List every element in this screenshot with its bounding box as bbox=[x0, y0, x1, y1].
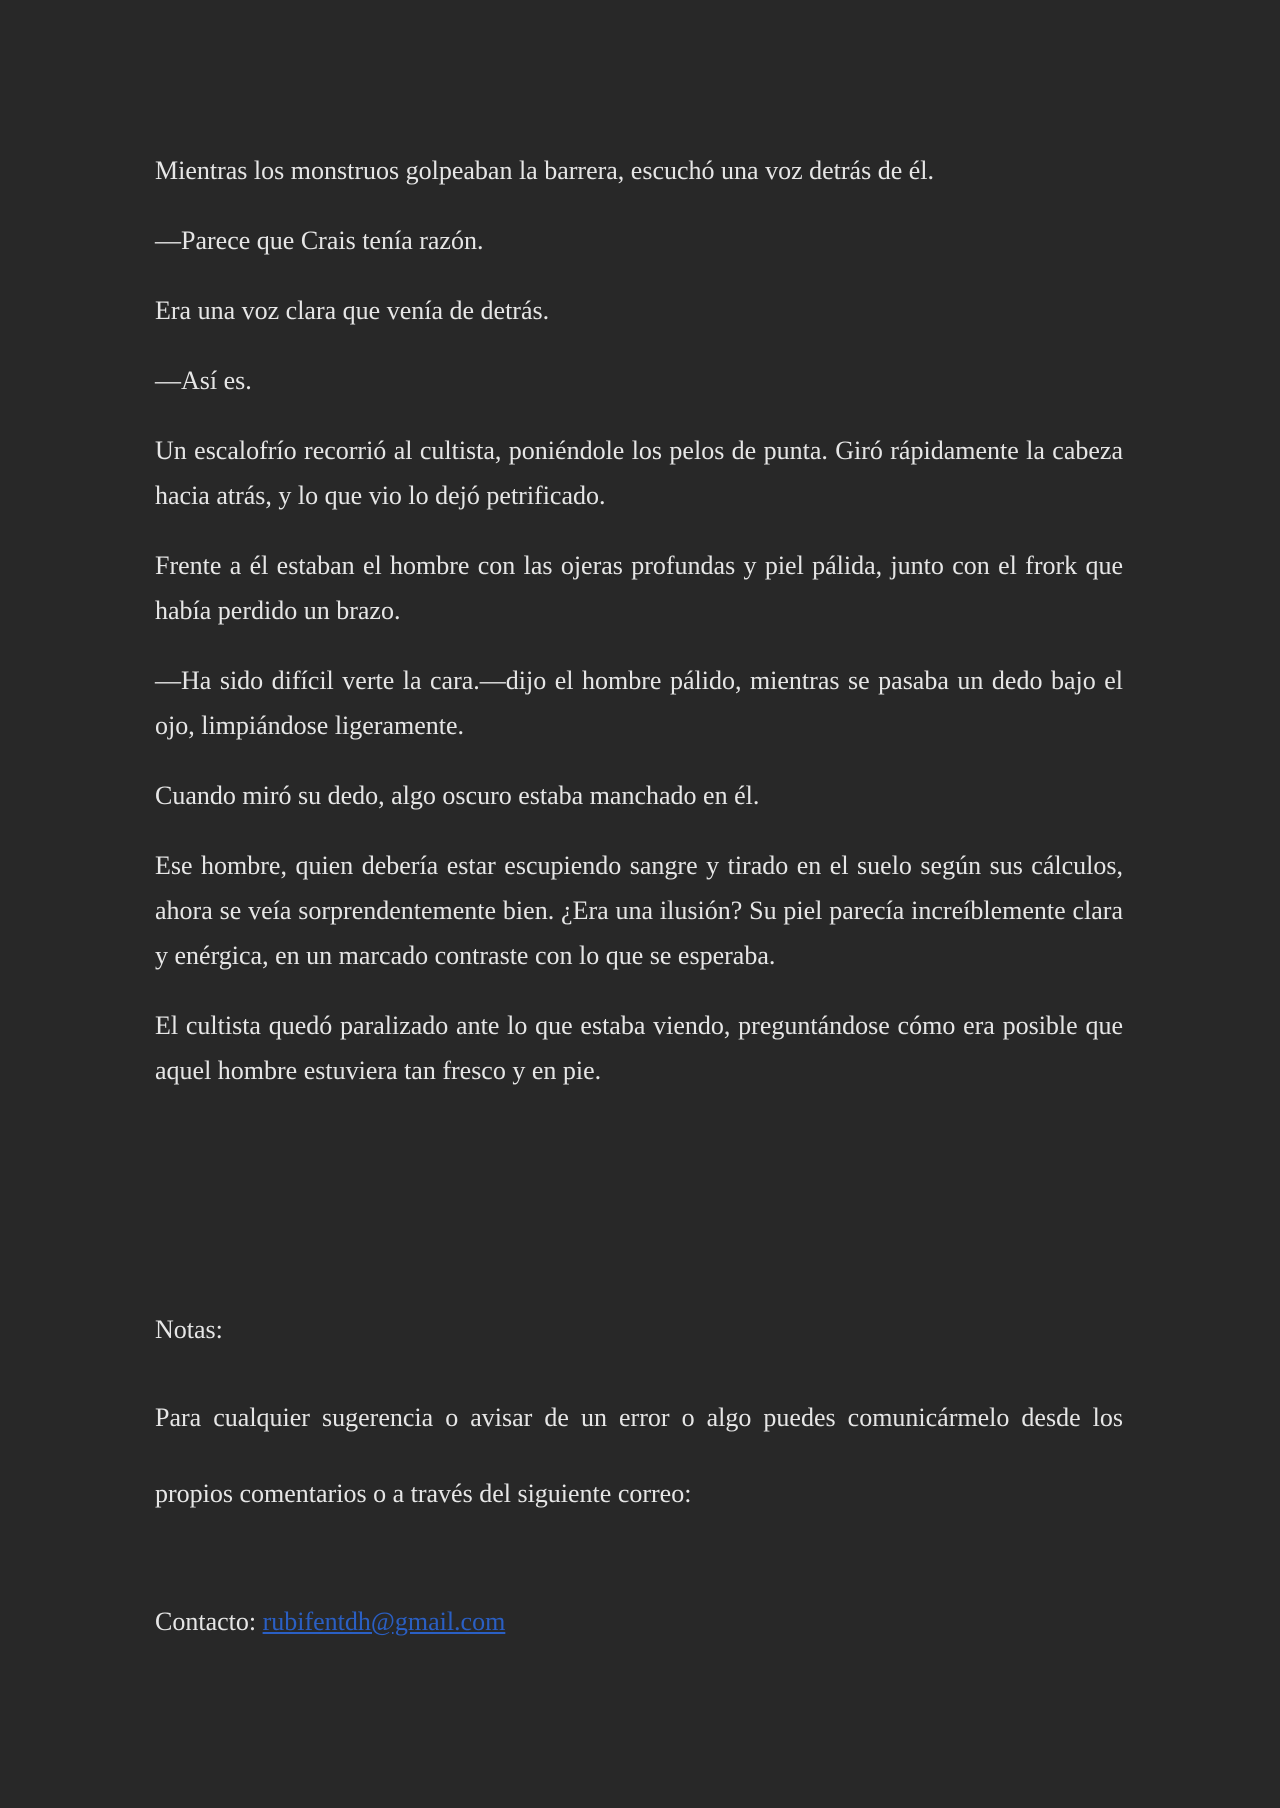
story-content bbox=[155, 148, 1123, 1118]
story-paragraph: Cuando miró su dedo, algo oscuro estaba manchado en él. bbox=[155, 781, 760, 810]
story-paragraph: —Parece que Crais tenía razón. bbox=[155, 226, 484, 255]
story-paragraph: Mientras los monstruos golpeaban la barrera, escuchó una voz detrás de él. bbox=[155, 156, 935, 185]
story-paragraph: —Ha sido difícil verte la cara.—dijo el hombre pálido, mientras se pasaba un dedo bajo el ojo, limpiándose ligeramente. bbox=[155, 666, 1123, 740]
contact-label: Contacto: bbox=[155, 1607, 263, 1636]
contact-line bbox=[155, 1602, 505, 1642]
story-paragraph: —Así es. bbox=[155, 366, 252, 395]
story-paragraph: El cultista quedó paralizado ante lo que estaba viendo, preguntándose cómo era posible que aquel hombre estuviera tan fresco y en pie. bbox=[155, 1011, 1123, 1085]
contact-email-link[interactable]: rubifentdh@gmail.com bbox=[262, 1607, 506, 1636]
notes-body: Para cualquier sugerencia o avisar de un error o algo puedes comunicármelo desde los propios comentarios o a través del siguiente correo: bbox=[155, 1403, 1123, 1508]
story-paragraph: Un escalofrío recorrió al cultista, poniéndole los pelos de punta. Giró rápidamente la cabeza hacia atrás, y lo que vio lo dejó petrificado. bbox=[155, 436, 1123, 510]
story-paragraph: Era una voz clara que venía de detrás. bbox=[155, 296, 550, 325]
notes-title: Notas: bbox=[155, 1315, 223, 1344]
story-paragraph: Frente a él estaban el hombre con las ojeras profundas y piel pálida, junto con el frork que había perdido un brazo. bbox=[155, 551, 1123, 625]
notes-section bbox=[155, 1310, 1123, 1532]
story-paragraph: Ese hombre, quien debería estar escupiendo sangre y tirado en el suelo según sus cálculos, ahora se veía sorprendentemente bien. ¿Era una ilusión? Su piel parecía increíblemente clara y enérgica, en un marcado contraste con lo que se esperaba. bbox=[155, 851, 1123, 970]
